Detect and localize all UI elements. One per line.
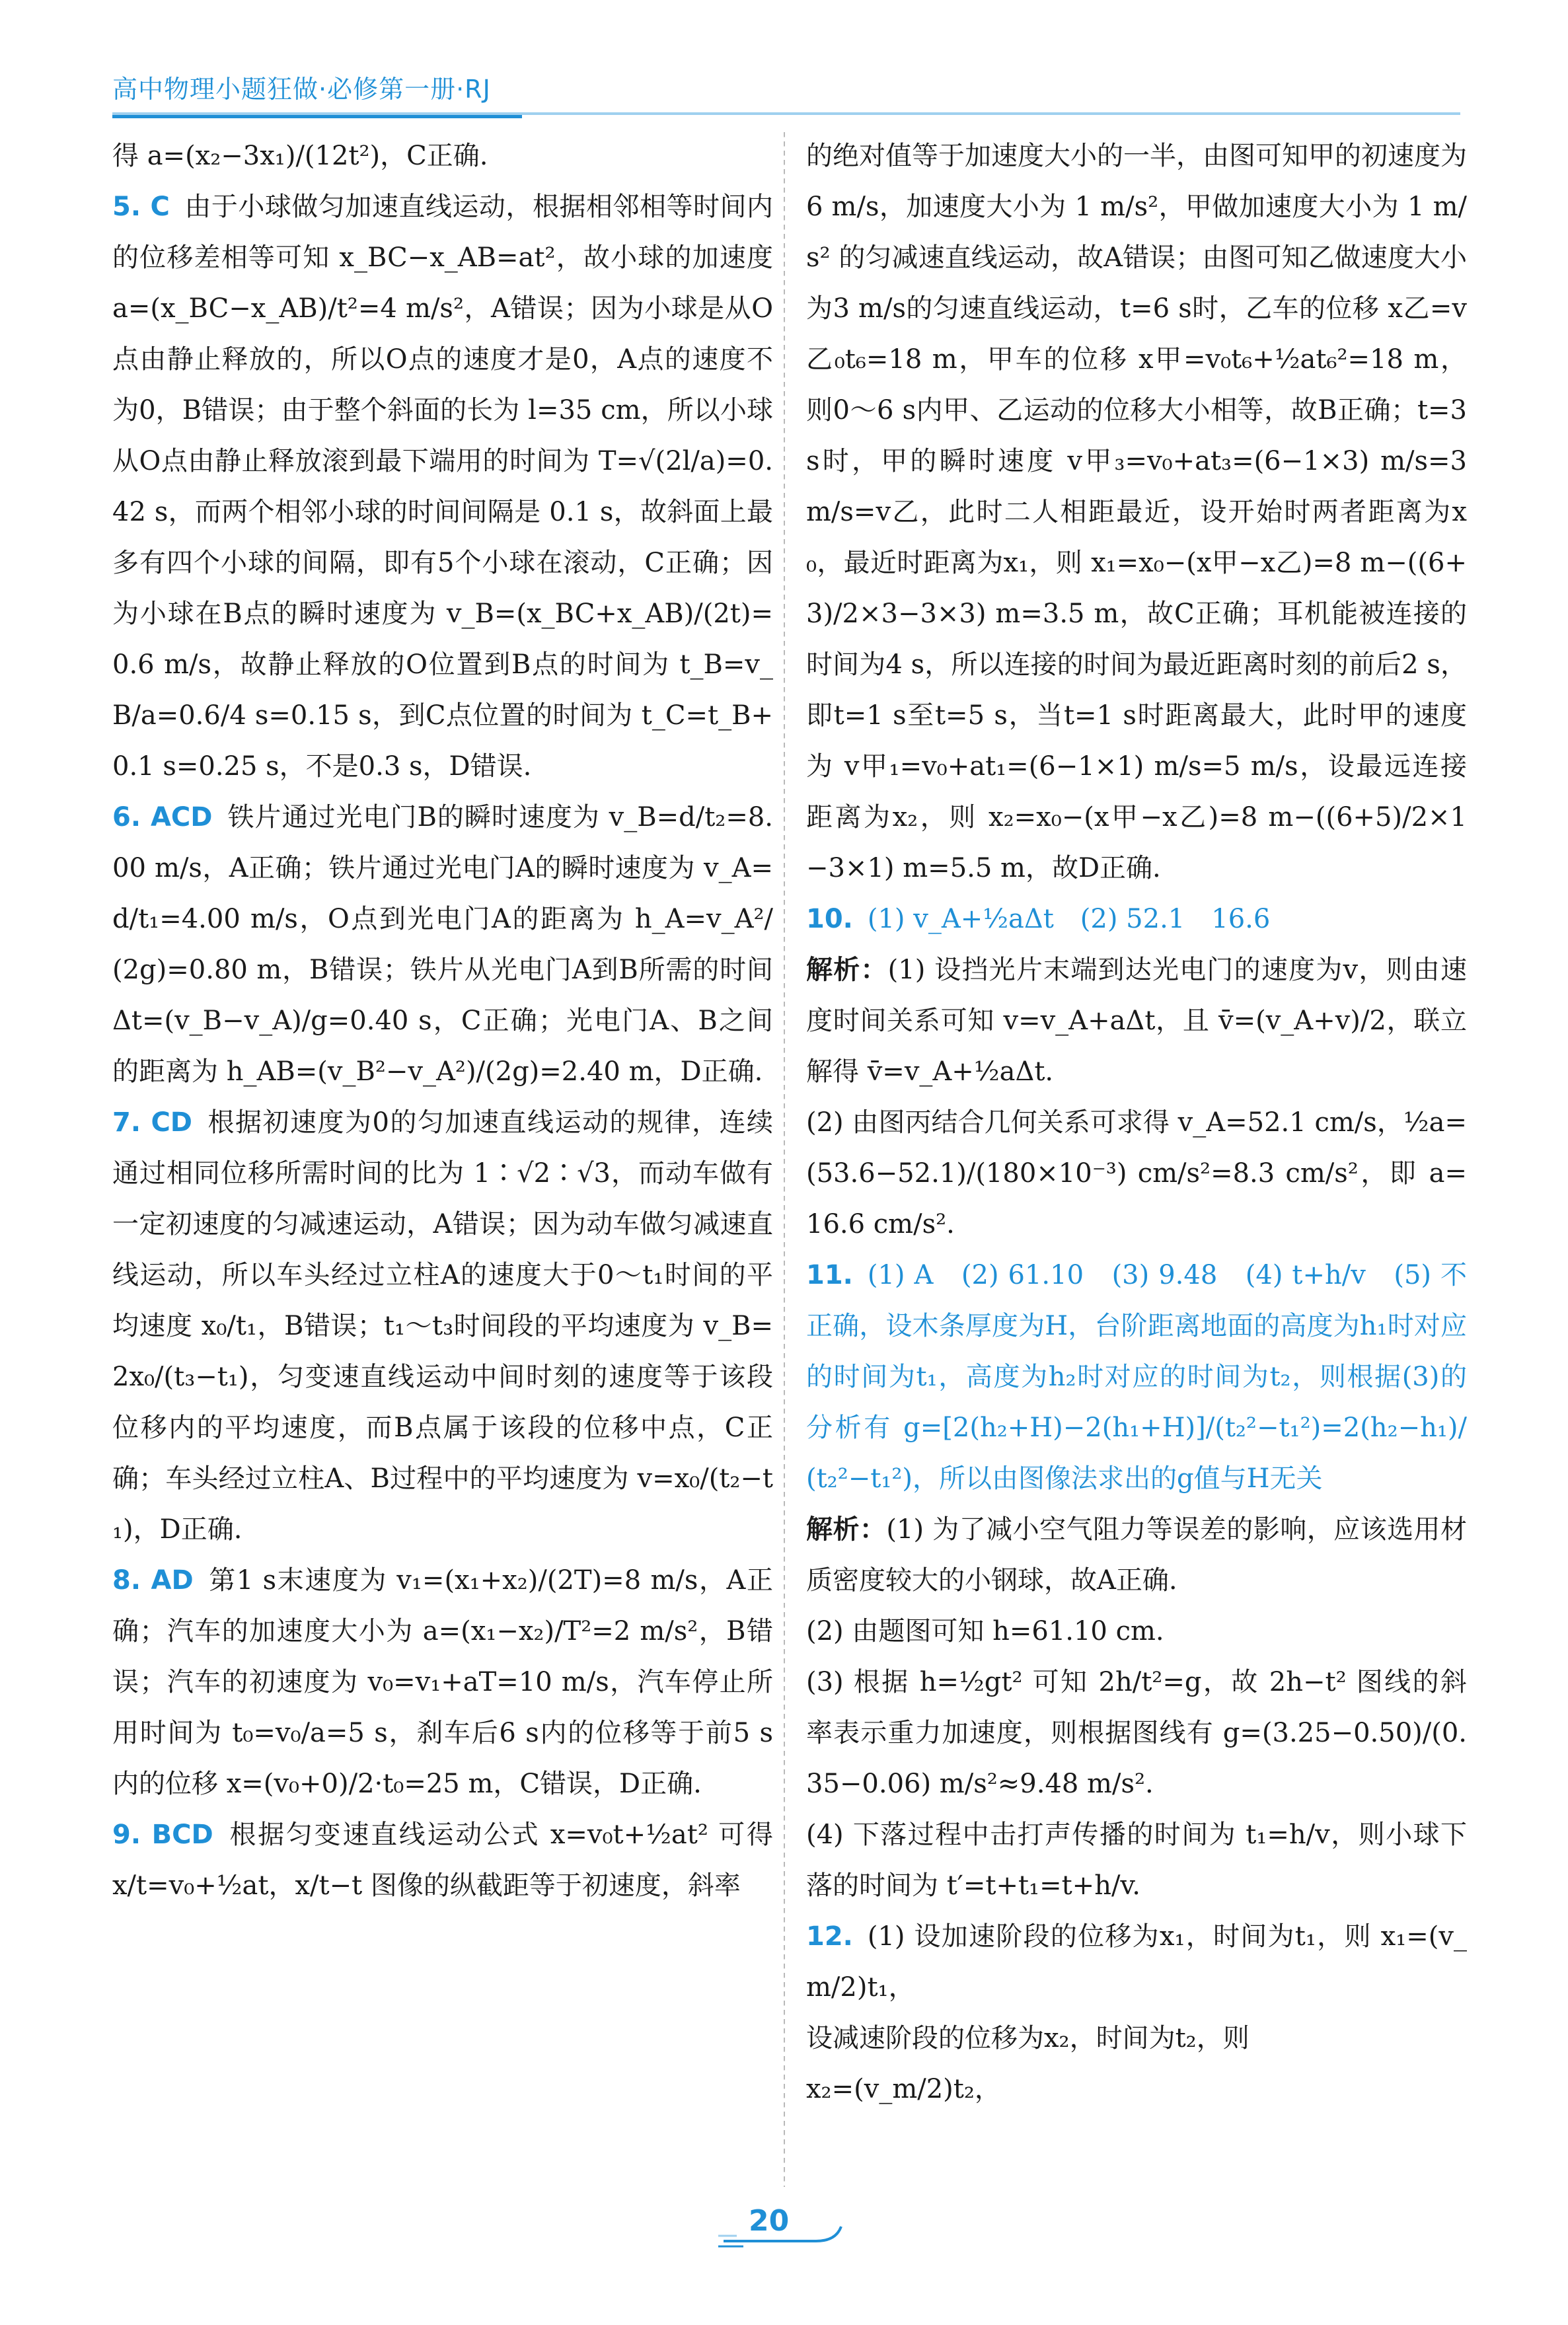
answer-label: 12. [806,1921,853,1952]
left-column [112,131,773,1911]
answer-12-line3: x₂=(v_m/2)t₂， [806,2074,1001,2104]
book-title: 高中物理小题狂做·必修第一册·RJ [112,75,491,104]
analysis-11: 解析：(1) 为了减小空气阻力等误差的影响，应该选用材质密度较大的小钢球，故A正确. [806,1514,1468,1596]
answer-label: 7. CD [112,1107,193,1138]
analysis-11-part2: (2) 由题图可知 h=61.10 cm. [806,1616,1164,1646]
answer-label: 5. C [112,192,170,222]
answer-continuation: 的绝对值等于加速度大小的一半，由图可知甲的初速度为6 m/s，加速度大小为 1 m/s²，甲做加速度大小为 1 m/s² 的匀减速直线运动，故A错误；由图可知乙做速度大小为3 m/s的匀速直线运动，t=6 s时，乙车的位移 x乙=v乙₀t₆=18 m，甲车的位移 x甲=v₀t₆+½at₆²=18 m，则0～6 s内甲、乙运动的位移大小相等，故B正确；t=3 s时，甲的瞬时速度 v甲₃=v₀+at₃=(6−1×3) m/s=3 m/s=v乙，此时二人相距最近，设开始时两者距离为x₀，最近时距离为x₁，则 x₁=x₀−(x甲−x乙)=8 m−((6+3)/2×3−3×3) m=3.5 m，故C正确；耳机能被连接的时间为4 s，所以连接的时间为最近距离时刻的前后2 s，即t=1 s至t=5 s，当t=1 s时距离最大，此时甲的速度为 v甲₁=v₀+at₁=(6−1×1) m/s=5 m/s，设最远连接距离为x₂，则 x₂=x₀−(x甲−x乙)=8 m−((6+5)/2×1−3×1) m=5.5 m，故D正确. [806,141,1467,883]
page-header [112,71,1460,107]
answer-item-6: 6. ACD 铁片通过光电门B的瞬时速度为 v_B=d/t₂=8.00 m/s，A正确；铁片通过光电门A的瞬时速度为 v_A=d/t₁=4.00 m/s，O点到光电门A的距离为 h_A=v_A²/(2g)=0.80 m，B错误；铁片从光电门A到B所需的时间 Δt=(v_B−v_A)/g=0.40 s，C正确；光电门A、B之间的距离为 h_AB=(v_B²−v_A²)/(2g)=2.40 m，D正确. [112,802,774,1087]
analysis-10-part2: (2) 由图丙结合几何关系可求得 v_A=52.1 cm/s，½a=(53.6−52.1)/(180×10⁻³) cm/s²=8.3 cm/s²，即 a=16.6 cm/s². [806,1107,1467,1239]
analysis-11-part3: (3) 根据 h=½gt² 可知 2h/t²=g，故 2h−t² 图线的斜率表示重力加速度，则根据图线有 g=(3.25−0.50)/(0.35−0.06) m/s²≈9.48 m/s². [806,1667,1467,1799]
page-footer [717,2200,849,2253]
answer-item-9: 9. BCD 根据匀变速直线运动公式 x=v₀t+½at² 可得 x/t=v₀+½at，x/t−t 图像的纵截距等于初速度，斜率 [112,1820,774,1901]
column-divider [784,132,785,2187]
answer-12-line2: 设减速阶段的位移为x₂，时间为t₂，则 [806,2023,1250,2053]
answer-item-5: 5. C 由于小球做匀加速直线运动，根据相邻相等时间内的位移差相等可知 x_BC−x_AB=at²，故小球的加速度 a=(x_BC−x_AB)/t²=4 m/s²，A错误；因为小球是从O点由静止释放的，所以O点的速度才是0，A点的速度不为0，B错误；由于整个斜面的长为 l=35 cm，所以小球从O点由静止释放滚到最下端用的时间为 T=√(2l/a)=0.42 s，而两个相邻小球的时间间隔是 0.1 s，故斜面上最多有四个小球的间隔，即有5个小球在滚动，C正确；因为小球在B点的瞬时速度为 v_B=(x_BC+x_AB)/(2t)=0.6 m/s，故静止释放的O位置到B点的时间为 t_B=v_B/a=0.6/4 s=0.15 s，到C点位置的时间为 t_C=t_B+0.1 s=0.25 s，不是0.3 s，D错误. [112,192,774,782]
answer-continuation: 得 a=(x₂−3x₁)/(12t²)，C正确. [112,141,488,171]
analysis-label: 解析： [806,955,888,985]
answer-label: 10. [806,904,853,934]
analysis-label: 解析： [806,1514,887,1545]
answer-item-12: 12. (1) 设加速阶段的位移为x₁，时间为t₁，则 x₁=(v_m/2)t₁， [806,1921,1467,2003]
header-title-underline [112,71,522,118]
answer-label: 9. BCD [112,1820,213,1850]
answer-label: 11. [806,1260,853,1290]
answer-label: 6. ACD [112,802,213,832]
right-column [806,131,1467,2115]
analysis-10: 解析：(1) 设挡光片末端到达光电门的速度为v，则由速度时间关系可知 v=v_A+aΔt，且 v̄=(v_A+v)/2，联立解得 v̄=v_A+½aΔt. [806,955,1467,1087]
answer-item-7: 7. CD 根据初速度为0的匀加速直线运动的规律，连续通过相同位移所需时间的比为 1∶√2∶√3，而动车做有一定初速度的匀减速运动，A错误；因为动车做匀减速直线运动，所以车头经过立柱A的速度大于0～t₁时间的平均速度 x₀/t₁，B错误；t₁～t₃时间段的平均速度为 v_B=2x₀/(t₃−t₁)，匀变速直线运动中间时刻的速度等于该段位移内的平均速度，而B点属于该段的位移中点，C正确；车头经过立柱A、B过程中的平均速度为 v=x₀/(t₂−t₁)，D正确. [112,1107,773,1545]
analysis-11-part4: (4) 下落过程中击打声传播的时间为 t₁=h/v，则小球下落的时间为 t′=t+t₁=t+h/v. [806,1820,1467,1901]
answer-item-10: 10. (1) v_A+½aΔt (2) 52.1 16.6 [806,904,1271,934]
page-number: 20 [749,2204,790,2238]
answer-item-8: 8. AD 第1 s末速度为 v₁=(x₁+x₂)/(2T)=8 m/s，A正确；汽车的加速度大小为 a=(x₁−x₂)/T²=2 m/s²，B错误；汽车的初速度为 v₀=v₁+aT=10 m/s，汽车停止所用时间为 t₀=v₀/a=5 s，刹车后6 s内的位移等于前5 s内的位移 x=(v₀+0)/2·t₀=25 m，C错误，D正确. [112,1565,773,1799]
answer-item-11: 11. (1) A (2) 61.10 (3) 9.48 (4) t+h/v (5) 不正确，设木条厚度为H，台阶距离地面的高度为h₁时对应的时间为t₁，高度为h₂时对应的时间为t₂，则根据(3)的分析有 g=[2(h₂+H)−2(h₁+H)]/(t₂²−t₁²)=2(h₂−h₁)/(t₂²−t₁²)，所以由图像法求出的g值与H无关 [806,1260,1467,1494]
answer-label: 8. AD [112,1565,194,1596]
